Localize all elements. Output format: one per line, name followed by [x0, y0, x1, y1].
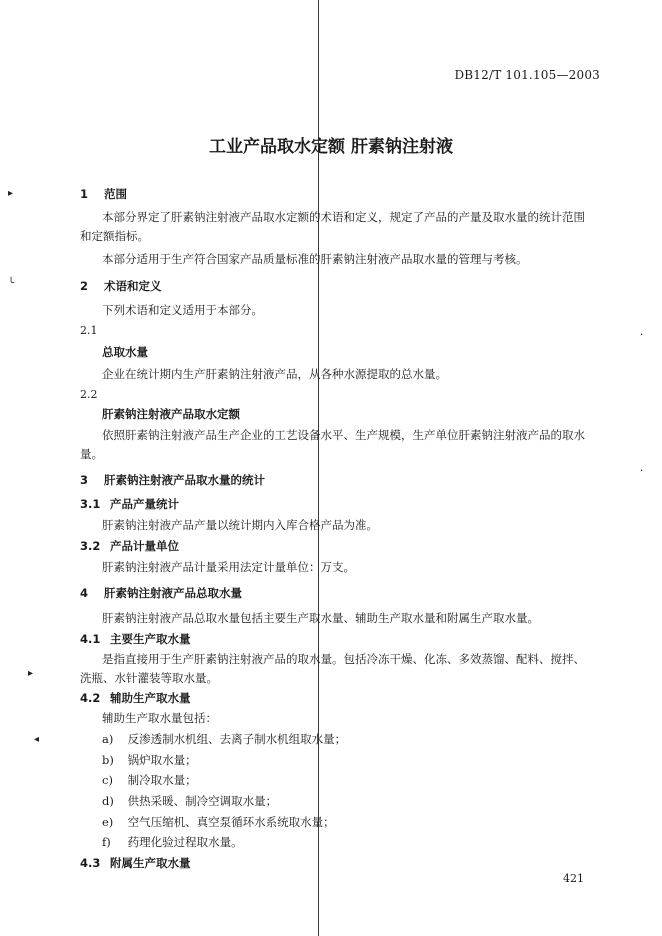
term-definition: 企业在统计期内生产肝素钠注射液产品，从各种水源提取的总水量。 — [102, 367, 447, 381]
paragraph: 辅助生产取水量包括： — [102, 711, 217, 725]
list-item-label: f) — [102, 835, 111, 849]
subsection-3-1-heading — [80, 496, 179, 512]
list-item — [102, 814, 335, 830]
list-item-label: b) — [102, 753, 114, 767]
subsection-title: 辅助生产取水量 — [110, 691, 191, 705]
section-number: 3 — [80, 473, 89, 487]
subsection-title: 附属生产取水量 — [110, 856, 191, 870]
term-number: 2.1 — [80, 324, 98, 337]
section-3-heading — [80, 472, 265, 488]
standard-code: DB12/T 101.105—2003 — [454, 68, 600, 82]
subsection-number: 3.1 — [80, 497, 101, 511]
paragraph: 肝素钠注射液产品总取水量包括主要生产取水量、辅助生产取水量和附属生产取水量。 — [102, 611, 539, 625]
paragraph: 肝素钠注射液产品产量以统计期内入库合格产品为准。 — [102, 518, 378, 532]
scan-mark-arrow: ▸ — [28, 668, 34, 679]
section-2-heading — [80, 278, 162, 294]
scan-mark-arrow: ▸ — [8, 188, 14, 199]
list-item-label: d) — [102, 794, 114, 808]
paragraph: 本部分界定了肝素钠注射液产品取水定额的术语和定义，规定了产品的产量及取水量的统计范围和定额指标。 — [80, 210, 585, 243]
section-number: 1 — [80, 187, 89, 201]
section-title: 术语和定义 — [104, 279, 162, 293]
list-item — [102, 731, 346, 747]
scan-mark-dot: · — [640, 330, 644, 341]
subsection-title: 产品计量单位 — [110, 539, 180, 553]
subsection-title: 主要生产取水量 — [110, 632, 191, 646]
subsection-number: 4.3 — [80, 856, 101, 870]
subsection-number: 4.1 — [80, 632, 101, 646]
section-number: 4 — [80, 586, 89, 600]
paragraph: 是指直接用于生产肝素钠注射液产品的取水量。包括冷冻干燥、化冻、多效蒸馏、配料、搅拌、洗瓶、水针灌装等取水量。 — [80, 652, 585, 685]
list-item-text: 空气压缩机、真空泵循环水系统取水量； — [127, 815, 335, 829]
subsection-number: 3.2 — [80, 539, 101, 553]
subsection-4-2-heading — [80, 690, 191, 706]
section-title: 肝素钠注射液产品取水量的统计 — [104, 473, 266, 487]
paragraph: 肝素钠注射液产品计量采用法定计量单位：万支。 — [102, 560, 355, 574]
scan-mark-dot: · — [640, 466, 644, 477]
list-item — [102, 772, 197, 788]
subsection-3-2-heading — [80, 538, 179, 554]
subsection-4-3-heading — [80, 855, 191, 871]
section-1-heading — [80, 186, 127, 202]
paragraph: 本部分适用于生产符合国家产品质量标准的肝素钠注射液产品取水量的管理与考核。 — [102, 252, 528, 266]
section-4-heading — [80, 585, 242, 601]
list-item-text: 制冷取水量； — [127, 773, 197, 787]
scan-mark-tick: ╰ — [8, 278, 15, 289]
list-item-text: 药理化验过程取水量。 — [127, 835, 243, 849]
term-number: 2.2 — [80, 388, 98, 401]
page-number: 421 — [563, 872, 584, 885]
term-name: 肝素钠注射液产品取水定额 — [102, 407, 240, 421]
document-title: 工业产品取水定额 肝素钠注射液 — [209, 137, 453, 157]
scan-mark-arrow: ◂ — [34, 734, 40, 745]
list-item-text: 反渗透制水机组、去离子制水机组取水量； — [127, 732, 347, 746]
list-item-label: e) — [102, 815, 114, 829]
subsection-4-1-heading — [80, 631, 191, 647]
subsection-title: 产品产量统计 — [110, 497, 180, 511]
section-title: 范围 — [104, 187, 128, 201]
list-item — [102, 834, 243, 850]
list-item-label: a) — [102, 732, 114, 746]
term-name: 总取水量 — [102, 345, 148, 359]
list-item — [102, 793, 277, 809]
subsection-number: 4.2 — [80, 691, 101, 705]
paragraph: 下列术语和定义适用于本部分。 — [102, 303, 263, 317]
list-item-text: 供热采暖、制冷空调取水量； — [127, 794, 278, 808]
list-item-label: c) — [102, 773, 113, 787]
section-number: 2 — [80, 279, 89, 293]
section-title: 肝素钠注射液产品总取水量 — [104, 586, 243, 600]
list-item — [102, 752, 197, 768]
term-definition: 依照肝素钠注射液产品生产企业的工艺设备水平、生产规模，生产单位肝素钠注射液产品的取水量。 — [80, 428, 585, 461]
list-item-text: 锅炉取水量； — [127, 753, 197, 767]
